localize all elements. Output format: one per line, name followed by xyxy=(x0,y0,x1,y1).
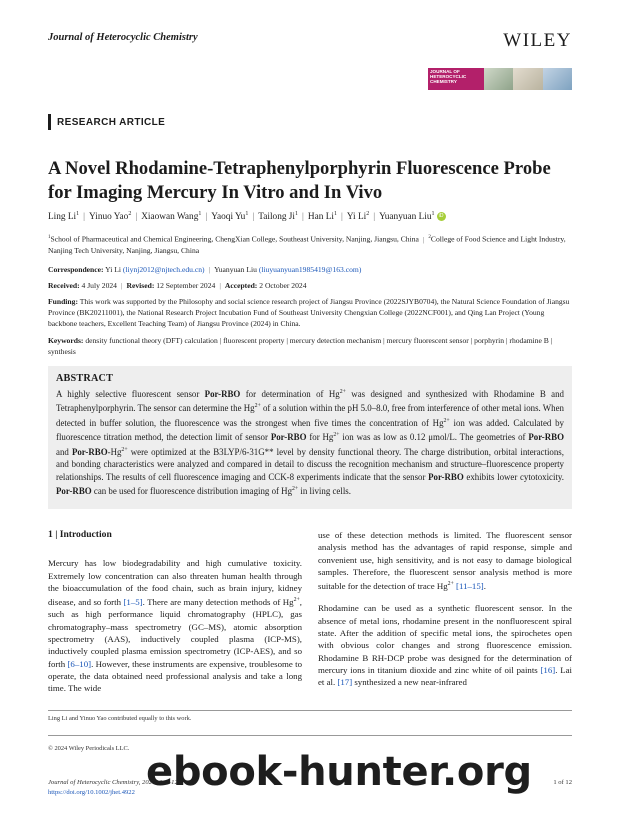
author-link[interactable]: Ling Li$^1$ xyxy=(48,211,80,223)
orcid-icon[interactable]: iD xyxy=(437,212,446,221)
author-link[interactable]: Yuanyuan Liu$^1$ xyxy=(379,211,435,223)
citation-link[interactable]: [6–10] xyxy=(67,658,92,669)
footer-citation: Journal of Heterocyclic Chemistry, 2024; 0:1–12 xyxy=(48,779,178,786)
author-list: Ling Li$^1$ | Yinuo Yao$^2$ | Xiaowan Wang$^1$ | Yaoqi Yu$^1$ | Tailong Ji$^1$ | Han Li$^1$ | Yi Li$^2$ | Yuanyuan Liu$^1$ iD xyxy=(48,208,578,223)
abstract-text: A highly selective fluorescent sensor Por-RBO for determination of $Hg^{2+}$ was designed and synthesized with Rhodamine B and Tetraphenylporphyrin. The sensor can determine the $Hg^{2+}$ of a solution within the pH 5.0–8.0, free from interference of other metal ions. When detected in buffer solution, the fluorescence was the strongest when five times the concentration of $Hg^{2+}$ ion was added. Calculated by fluorescence titration method, the detection limit of sensor Por-RBO for $Hg^{2+}$ ion was as low as 0.12 μmol/L. The geometries of Por-RBO and Por-$RBO-Hg^{2+}$ were optimized at the B3LYP/6-31G** level by density functional theory. The charge distribution, orbital interactions, and bonding characteristics were analyzed and compared in detail to discuss the recognition mechanism and structure–fluorescence property relationships. The results of cell fluorescence imaging and CCK-8 experiments indicate that the sensor Por-RBO exhibits lower cytotoxicity. Por-RBO can be used for fluorescence distribution imaging of $Hg^{2+}$ in living cells. xyxy=(56,388,564,497)
author-link[interactable]: Tailong Ji$^1$ xyxy=(258,211,299,223)
body-paragraph: use of these detection methods is limited. The fluorescent sensor analysis method has the advantages of rapid response, simple and convenient use, high sensitivity, and is not easy to damage biological samples. Therefore, the fluorescent sensor analysis method is more suitable for the detection of trace $Hg^{2+}$ [11–15]. xyxy=(318,530,572,592)
body-paragraph: Rhodamine can be used as a synthetic fluorescent sensor. In the absence of metal ions, rhodamine present in the nonfluorescent spiral state. After the addition of specific metal ions, the spirochetes open with obvious color changes and strong fluorescence emission. Rhodamine B RH-DCP probe was designed for the determination of mercury ions in titanium dioxide and zinc white of oil paints [16]. Lai et al. [17] synthesized a new near-infrared xyxy=(318,603,572,688)
keywords: Keywords: density functional theory (DFT) calculation | fluorescent property | mercury detection mechanism | mercury fluorescent sensor | porphyrin | rhodamine B | synthesis xyxy=(48,336,553,356)
body-column-right xyxy=(318,529,572,689)
body-paragraph: Mercury has low biodegradability and high cumulative toxicity. Extremely low concentration can also threaten human health through the bioaccumulation of the food chain, such as brain injury, kidney disease, and so forth [1–5]. There are many detection methods of $Hg^{2+}$, such as high performance liquid chromatography (HPLC), gas chromatography–mass spectrometry (GC–MS), atomic absorption spectrometry (AAS), inductively coupled plasma (ICP-MS), inductively coupled plasma emission spectrometry (ICP-AES), and so forth [6–10]. However, these instruments are expensive, troublesome to operate, the data obtained need professional analysis and take a long time. The wide xyxy=(48,558,302,694)
citation-link[interactable]: [11–15] xyxy=(456,581,484,592)
body-column-left xyxy=(48,529,302,695)
article-type-tag xyxy=(48,114,165,130)
cover-image xyxy=(484,68,572,90)
affiliations: $^1$School of Pharmaceutical and Chemical Engineering, ChengXian College, Southeast University, Nanjing, Jiangsu, China | $^2$College of Food Science and Light Industry, Nanjing Tech University, Nanjing, Jiangsu, China xyxy=(48,234,566,255)
citation-link[interactable]: [16] xyxy=(540,664,556,675)
journal-cover-thumbnail xyxy=(428,68,572,90)
equal-contribution-note: Ling Li and Yinuo Yao contributed equally to this work. xyxy=(48,715,192,722)
watermark-text: ebook-hunter.org xyxy=(146,749,532,795)
copyright-notice: © 2024 Wiley Periodicals LLC. xyxy=(48,745,130,752)
author-link[interactable]: Yinuo Yao$^2$ xyxy=(89,211,132,223)
abstract-heading: ABSTRACT xyxy=(56,373,114,384)
article-title: A Novel Rhodamine-Tetraphenylporphyrin Fluorescence Probe for Imaging Mercury In Vitro and In Vivo xyxy=(48,158,551,203)
correspondence: Correspondence: Yi Li (liynj2012@njtech.edu.cn) | Yuanyuan Liu (liuyuanyuan1985419@163.com) xyxy=(48,265,362,274)
author-link[interactable]: Han Li$^1$ xyxy=(307,211,337,223)
copyright-divider xyxy=(48,735,572,736)
citation-link[interactable]: [1–5] xyxy=(123,597,143,608)
article-type-label: RESEARCH ARTICLE xyxy=(57,116,166,128)
author-link[interactable]: Xiaowan Wang$^1$ xyxy=(141,211,202,223)
email-link[interactable]: (liynj2012@njtech.edu.cn) xyxy=(122,265,205,274)
article-dates: Received: 4 July 2024 | Revised: 12 September 2024 | Accepted: 2 October 2024 xyxy=(48,281,307,290)
journal-name: Journal of Heterocyclic Chemistry xyxy=(48,32,198,43)
footnote-divider xyxy=(48,710,572,711)
cover-label: JOURNAL OF HETEROCYCLIC CHEMISTRY xyxy=(428,68,484,90)
section-heading-introduction: 1 | Introduction xyxy=(48,529,112,540)
publisher-logo: WILEY xyxy=(503,30,572,51)
section-bar-icon xyxy=(48,114,51,130)
author-link[interactable]: Yi Li$^2$ xyxy=(346,211,370,223)
abstract-box xyxy=(48,366,572,509)
page-number: 1 of 12 xyxy=(553,779,572,786)
funding-statement: Funding: This work was supported by the Philosophy and social science research project of Jiangsu Province (2022SJYB0704), the Natural Science Foundation of Jiangsu Province (BK20211001), the National Research Project Incubation Fund of Southeast University Chengxian College (2022NCF001), and Qing Lan Project (Young backbone teachers, Excellent Teaching Team) of Jiangsu Province (2024) in China. xyxy=(48,297,570,328)
doi-link[interactable]: https://doi.org/10.1002/jhet.4922 xyxy=(48,789,135,796)
citation-link[interactable]: [17] xyxy=(337,677,353,688)
email-link[interactable]: (liuyuanyuan1985419@163.com) xyxy=(258,265,362,274)
author-link[interactable]: Yaoqi Yu$^1$ xyxy=(211,211,249,223)
